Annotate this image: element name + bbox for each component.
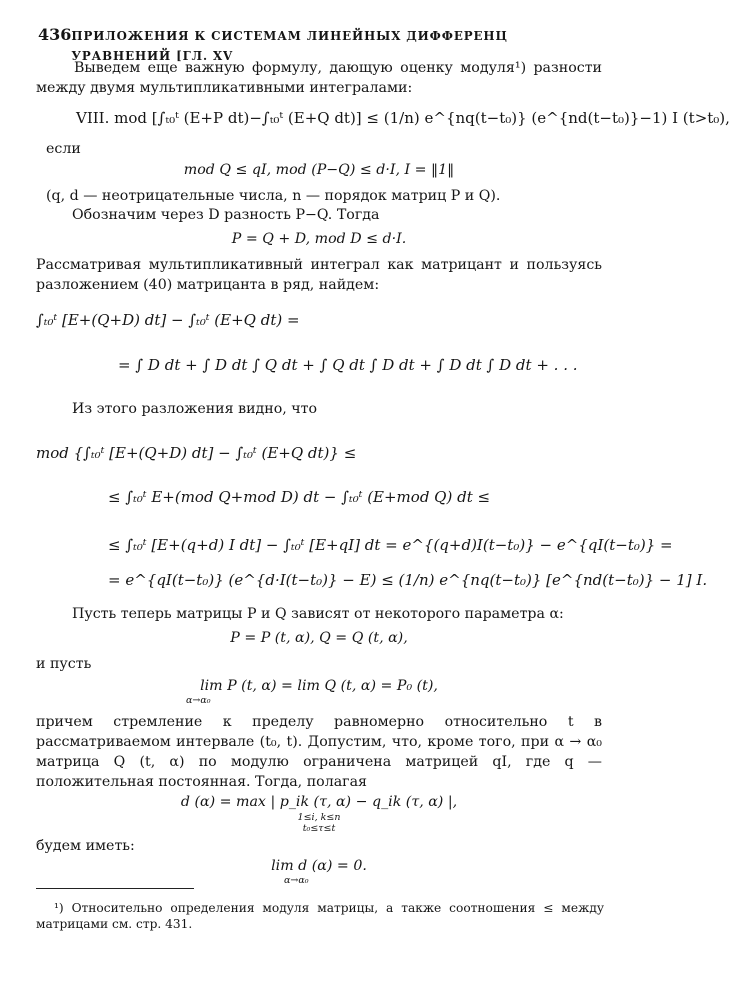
inequality-line-1: mod {∫ₜ₀ᵗ [E+(Q+D) dt] − ∫ₜ₀ᵗ (E+Q dt)} ≤ — [36, 444, 357, 462]
let-now-sentence: Пусть теперь матрицы P и Q зависят от некоторого параметра α: — [72, 606, 564, 622]
consider-paragraph: Рассматривая мультипликативный интеграл как матрицант и пользуясь разложением (40) матрицанта в ряд, найдем: — [36, 257, 602, 293]
max-subscript-1: 1≤i, k≤n — [297, 812, 341, 823]
uniform-paragraph: причем стремление к пределу равномерно относительно t в рассматриваемом интервале (t₀, t). Допустим, что, кроме того, при α → α₀ матрица Q (t, α) по модулю ограничена матрицей qI, где q — положительная постоянная. Тогда, полагая — [36, 714, 602, 790]
footnote-rule — [36, 888, 194, 889]
max-subscript-2: t₀≤τ≤t — [302, 823, 336, 834]
d-alpha-expression: d (α) = max | p_ik (τ, α) − q_ik (τ, α) |, — [180, 794, 458, 810]
limit-d-subscript: α→α₀ — [284, 875, 309, 886]
formula-viii: VIII. mod [∫ₜ₀ᵗ (E+P dt)−∫ₜ₀ᵗ (E+Q dt)] ≤ (1/n) e^{nq(t−t₀)} (e^{nd(t−t₀)}−1) I (t>t₀), — [76, 109, 730, 127]
parameter-formula: P = P (t, α), Q = Q (t, α), — [230, 630, 408, 646]
from-this-sentence: Из этого разложения видно, что — [72, 401, 318, 417]
limit-formula — [36, 676, 602, 706]
will-have: будем иметь: — [36, 838, 135, 854]
inequality-line-3: ≤ ∫ₜ₀ᵗ [E+(q+d) I dt] − ∫ₜ₀ᵗ [E+qI] dt = e^{(q+d)I(t−t₀)} − e^{qI(t−t₀)} = — [108, 536, 673, 554]
page-number: 436 — [38, 25, 72, 44]
p-equals-q-plus-d: P = Q + D, mod D ≤ d·I. — [231, 231, 407, 247]
conditions-formula: mod Q ≤ qI, mod (P−Q) ≤ d·I, I = ‖1‖ — [183, 162, 455, 178]
expansion-line-1: ∫ₜ₀ᵗ [E+(Q+D) dt] − ∫ₜ₀ᵗ (E+Q dt) = — [36, 311, 300, 329]
and-let: и пусть — [36, 656, 92, 672]
limit-subscript: α→α₀ — [186, 695, 211, 706]
limit-expression: lim P (t, α) = lim Q (t, α) = P₀ (t), — [200, 678, 438, 694]
expansion-line-2: = ∫ D dt + ∫ D dt ∫ Q dt + ∫ Q dt ∫ D dt + ∫ D dt ∫ D dt + . . . — [118, 356, 578, 374]
limit-d-expression: lim d (α) = 0. — [271, 858, 367, 874]
inequality-line-2: ≤ ∫ₜ₀ᵗ E+(mod Q+mod D) dt − ∫ₜ₀ᵗ (E+mod Q) dt ≤ — [108, 488, 491, 506]
running-title: ПРИЛОЖЕНИЯ К СИСТЕМАМ ЛИНЕЙНЫХ ДИФФЕРЕНЦ УРАВНЕНИЙ [ГЛ. XV — [71, 29, 508, 63]
inequality-line-4: = e^{qI(t−t₀)} (e^{d·I(t−t₀)} − E) ≤ (1/n) e^{nq(t−t₀)} [e^{nd(t−t₀)} − 1] I. — [108, 571, 708, 589]
d-alpha-formula — [36, 792, 602, 834]
intro-paragraph: Выведем еще важную формулу, дающую оценку модуля¹) разности между двумя мультипликативными интегралами: — [36, 60, 602, 96]
limit-d-formula — [36, 856, 602, 886]
denote-sentence: Обозначим через D разность P−Q. Тогда — [72, 207, 380, 223]
conditions-note: (q, d — неотрицательные числа, n — порядок матриц P и Q). — [46, 188, 501, 204]
footnote: ¹) Относительно определения модуля матрицы, а также соотношения ≤ между матрицами см. стр. 431. — [36, 901, 604, 931]
word-if: если — [46, 141, 81, 157]
